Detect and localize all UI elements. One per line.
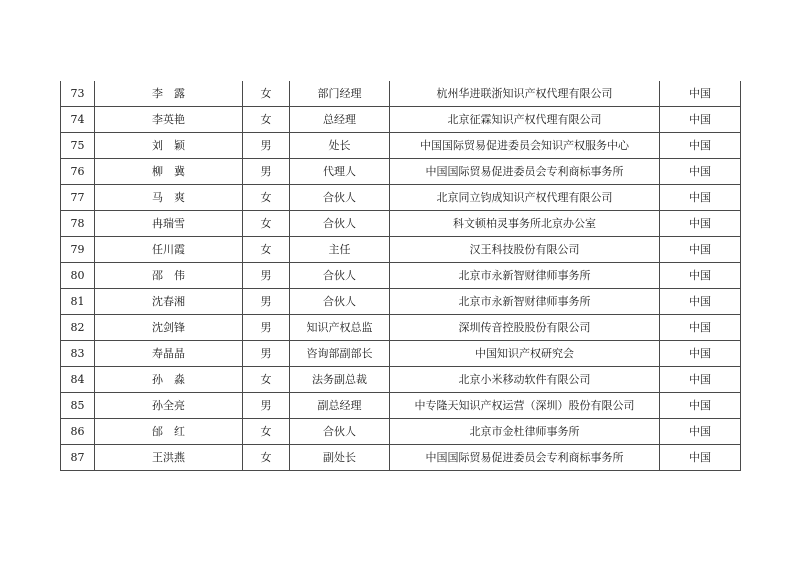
- table-row: [61, 107, 741, 133]
- row-number-cell: 84: [61, 367, 95, 393]
- row-number-cell: 86: [61, 419, 95, 445]
- organization-cell: 中专隆天知识产权运营（深圳）股份有限公司: [390, 393, 660, 419]
- gender-cell: 女: [243, 107, 290, 133]
- table-row: [61, 419, 741, 445]
- name-cell: 王洪燕: [95, 445, 243, 471]
- row-number-cell: 85: [61, 393, 95, 419]
- country-cell: 中国: [660, 289, 741, 315]
- organization-cell: 中国知识产权研究会: [390, 341, 660, 367]
- gender-cell: 女: [243, 237, 290, 263]
- name-cell: 邵 伟: [95, 263, 243, 289]
- name-cell: 沈剑锋: [95, 315, 243, 341]
- table-row: [61, 367, 741, 393]
- gender-cell: 女: [243, 367, 290, 393]
- gender-cell: 男: [243, 315, 290, 341]
- name-cell: 任川霞: [95, 237, 243, 263]
- job-title-cell: 知识产权总监: [290, 315, 390, 341]
- gender-cell: 女: [243, 445, 290, 471]
- name-cell: 刘 颖: [95, 133, 243, 159]
- organization-cell: 深圳传音控股股份有限公司: [390, 315, 660, 341]
- table-row: [61, 159, 741, 185]
- gender-cell: 男: [243, 341, 290, 367]
- gender-cell: 男: [243, 393, 290, 419]
- country-cell: 中国: [660, 367, 741, 393]
- country-cell: 中国: [660, 81, 741, 107]
- table-row: [61, 237, 741, 263]
- gender-cell: 女: [243, 81, 290, 107]
- table-row: [61, 263, 741, 289]
- country-cell: 中国: [660, 393, 741, 419]
- job-title-cell: 咨询部副部长: [290, 341, 390, 367]
- table-row: [61, 393, 741, 419]
- gender-cell: 女: [243, 185, 290, 211]
- row-number-cell: 75: [61, 133, 95, 159]
- table-row: [61, 315, 741, 341]
- attendee-table: [60, 81, 741, 471]
- table-row: [61, 133, 741, 159]
- country-cell: 中国: [660, 263, 741, 289]
- job-title-cell: 法务副总裁: [290, 367, 390, 393]
- row-number-cell: 73: [61, 81, 95, 107]
- country-cell: 中国: [660, 445, 741, 471]
- row-number-cell: 79: [61, 237, 95, 263]
- organization-cell: 北京征霖知识产权代理有限公司: [390, 107, 660, 133]
- gender-cell: 男: [243, 263, 290, 289]
- organization-cell: 中国国际贸易促进委员会专利商标事务所: [390, 445, 660, 471]
- name-cell: 邰 红: [95, 419, 243, 445]
- name-cell: 冉瑞雪: [95, 211, 243, 237]
- country-cell: 中国: [660, 315, 741, 341]
- table-row: [61, 445, 741, 471]
- organization-cell: 汉王科技股份有限公司: [390, 237, 660, 263]
- gender-cell: 男: [243, 159, 290, 185]
- job-title-cell: 合伙人: [290, 211, 390, 237]
- table-row: [61, 185, 741, 211]
- row-number-cell: 74: [61, 107, 95, 133]
- job-title-cell: 副处长: [290, 445, 390, 471]
- organization-cell: 中国国际贸易促进委员会专利商标事务所: [390, 159, 660, 185]
- country-cell: 中国: [660, 237, 741, 263]
- organization-cell: 杭州华进联浙知识产权代理有限公司: [390, 81, 660, 107]
- job-title-cell: 合伙人: [290, 289, 390, 315]
- country-cell: 中国: [660, 211, 741, 237]
- row-number-cell: 78: [61, 211, 95, 237]
- row-number-cell: 76: [61, 159, 95, 185]
- organization-cell: 科文顿柏灵事务所北京办公室: [390, 211, 660, 237]
- job-title-cell: 合伙人: [290, 185, 390, 211]
- row-number-cell: 83: [61, 341, 95, 367]
- name-cell: 马 爽: [95, 185, 243, 211]
- job-title-cell: 处长: [290, 133, 390, 159]
- country-cell: 中国: [660, 185, 741, 211]
- name-cell: 孙 淼: [95, 367, 243, 393]
- job-title-cell: 主任: [290, 237, 390, 263]
- row-number-cell: 81: [61, 289, 95, 315]
- job-title-cell: 总经理: [290, 107, 390, 133]
- country-cell: 中国: [660, 419, 741, 445]
- organization-cell: 中国国际贸易促进委员会知识产权服务中心: [390, 133, 660, 159]
- gender-cell: 女: [243, 419, 290, 445]
- organization-cell: 北京小米移动软件有限公司: [390, 367, 660, 393]
- gender-cell: 女: [243, 211, 290, 237]
- job-title-cell: 合伙人: [290, 263, 390, 289]
- name-cell: 柳 冀: [95, 159, 243, 185]
- table-row: [61, 341, 741, 367]
- name-cell: 李 露: [95, 81, 243, 107]
- gender-cell: 男: [243, 289, 290, 315]
- organization-cell: 北京市金杜律师事务所: [390, 419, 660, 445]
- country-cell: 中国: [660, 107, 741, 133]
- name-cell: 寿晶晶: [95, 341, 243, 367]
- job-title-cell: 合伙人: [290, 419, 390, 445]
- organization-cell: 北京同立钧成知识产权代理有限公司: [390, 185, 660, 211]
- row-number-cell: 77: [61, 185, 95, 211]
- row-number-cell: 80: [61, 263, 95, 289]
- country-cell: 中国: [660, 159, 741, 185]
- job-title-cell: 部门经理: [290, 81, 390, 107]
- gender-cell: 男: [243, 133, 290, 159]
- table-row: [61, 81, 741, 107]
- name-cell: 孙全亮: [95, 393, 243, 419]
- row-number-cell: 87: [61, 445, 95, 471]
- attendee-table-body: [61, 81, 741, 471]
- table-row: [61, 289, 741, 315]
- country-cell: 中国: [660, 341, 741, 367]
- name-cell: 李英艳: [95, 107, 243, 133]
- job-title-cell: 副总经理: [290, 393, 390, 419]
- row-number-cell: 82: [61, 315, 95, 341]
- organization-cell: 北京市永新智财律师事务所: [390, 289, 660, 315]
- name-cell: 沈春湘: [95, 289, 243, 315]
- table-row: [61, 211, 741, 237]
- country-cell: 中国: [660, 133, 741, 159]
- organization-cell: 北京市永新智财律师事务所: [390, 263, 660, 289]
- job-title-cell: 代理人: [290, 159, 390, 185]
